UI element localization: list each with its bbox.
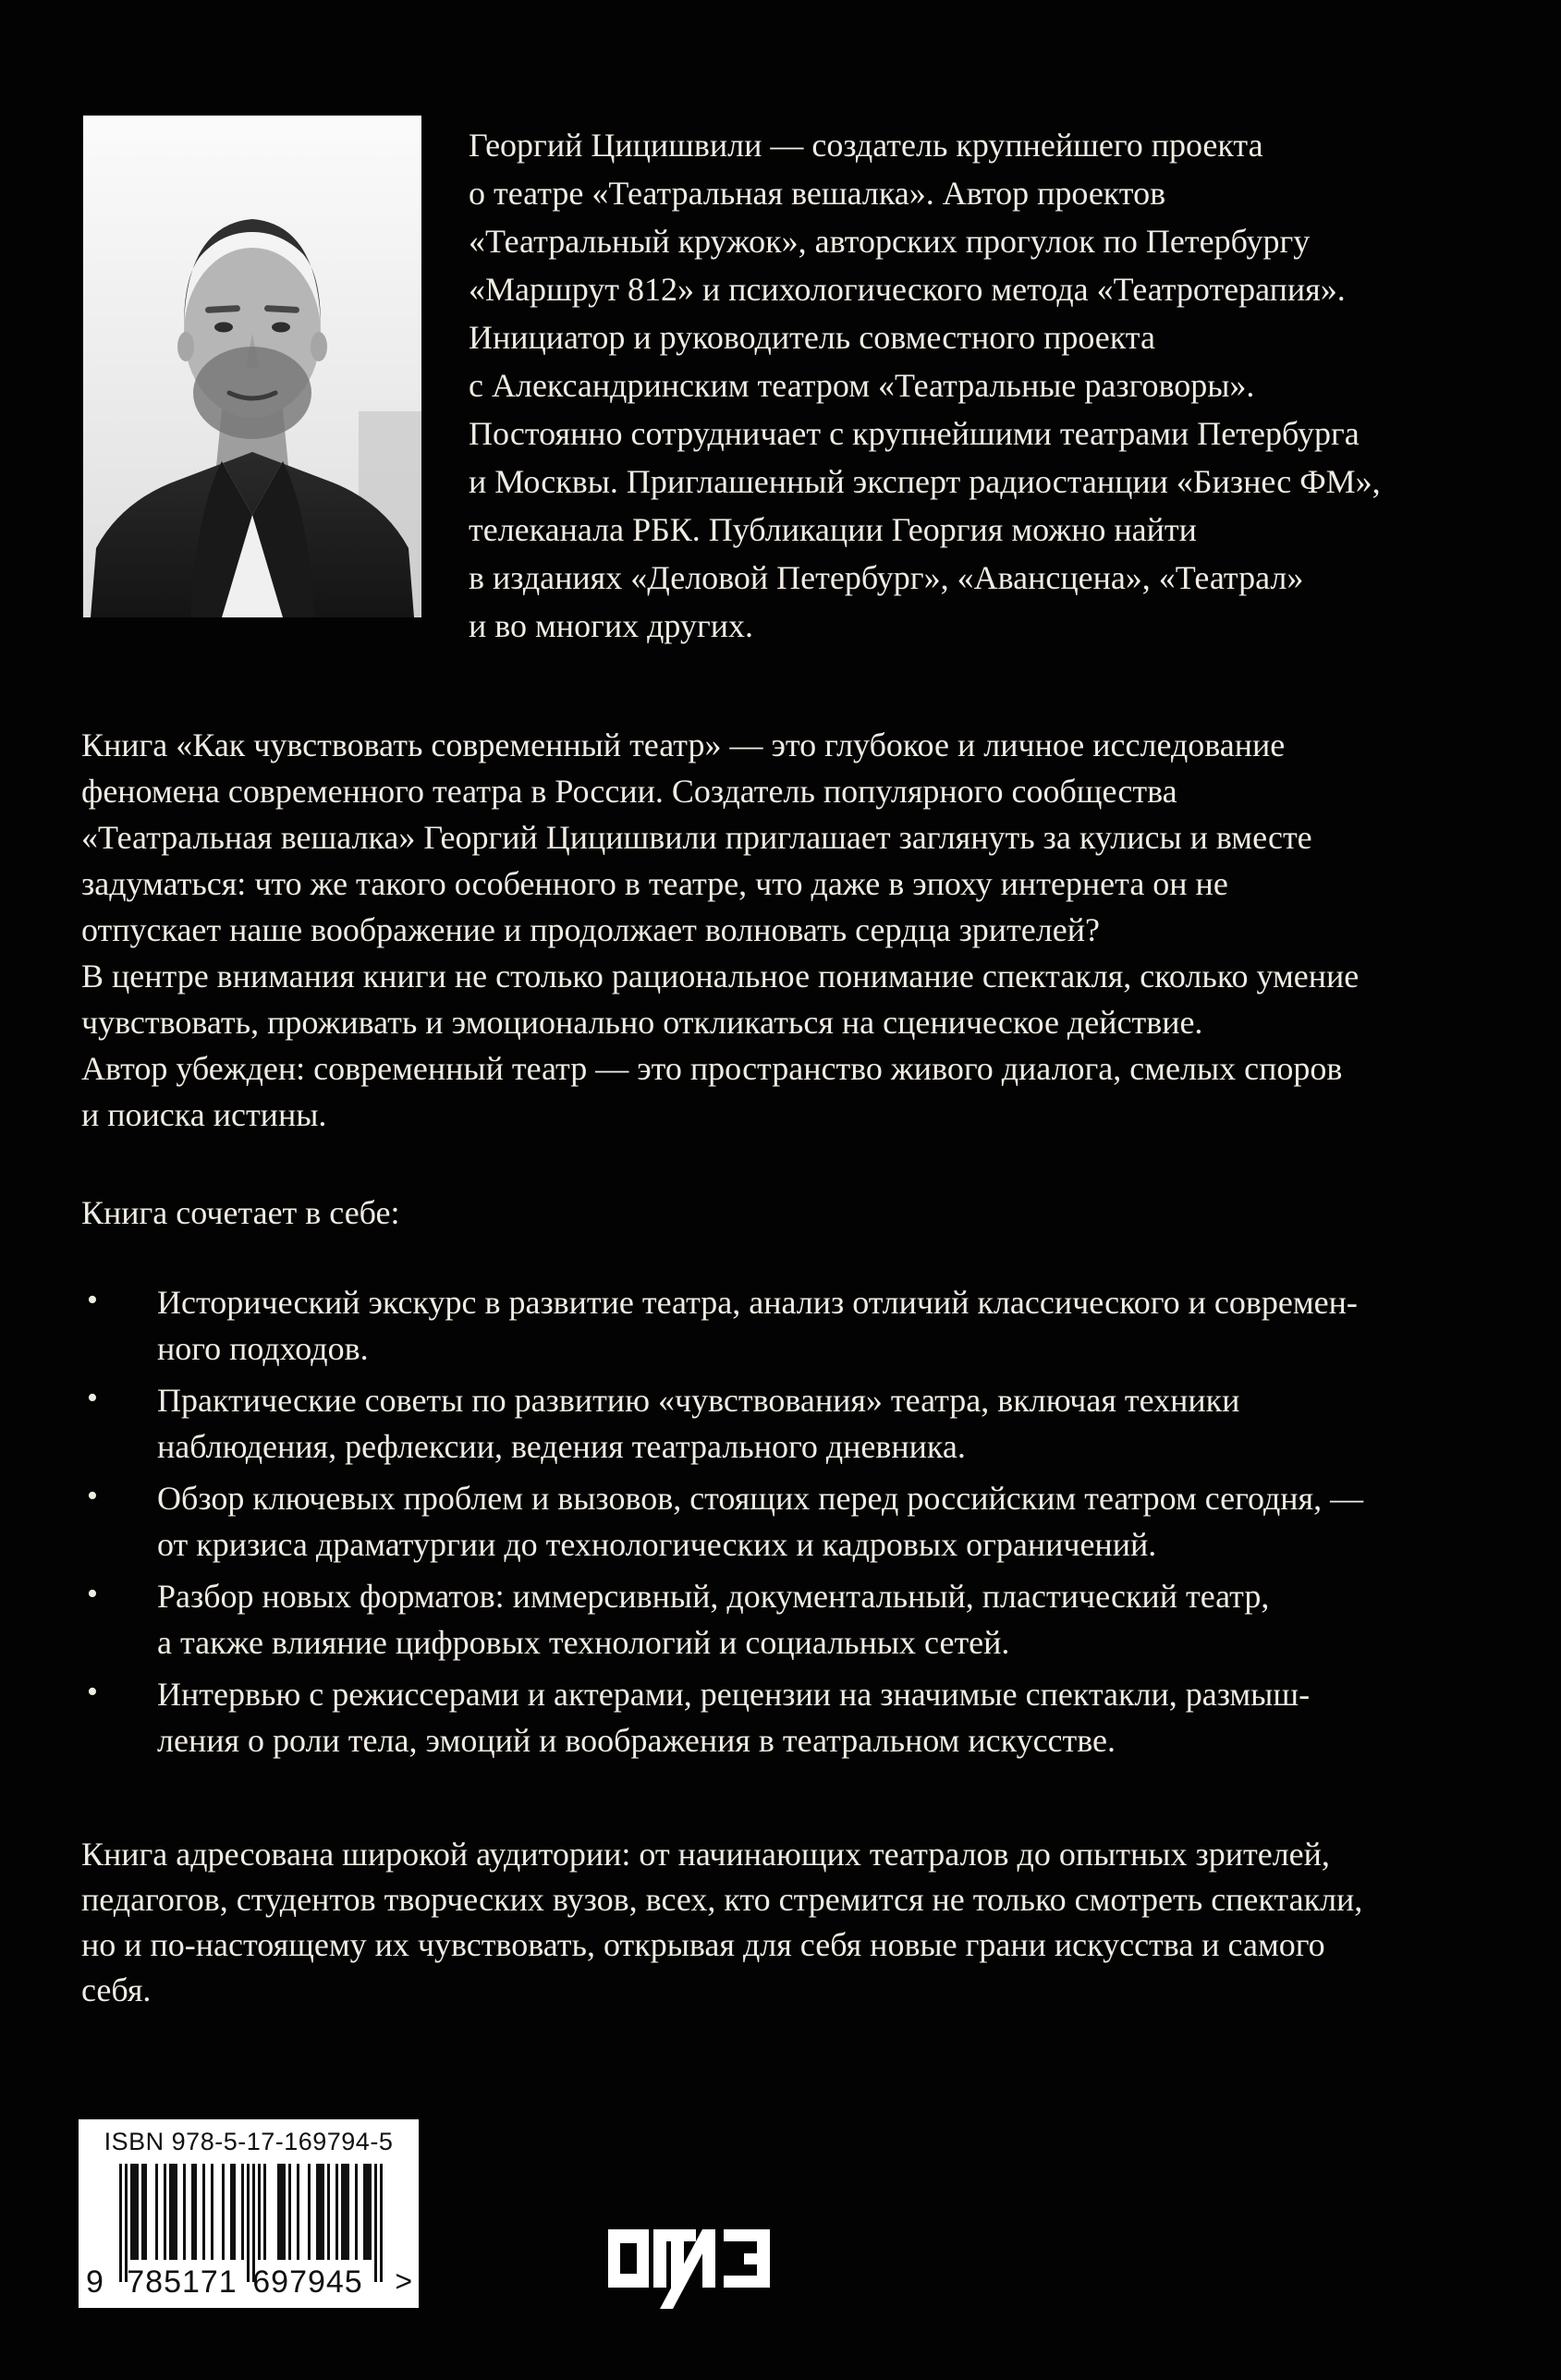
feature-line: Разбор новых форматов: иммерсивный, документальный, пластический театр, [157, 1578, 1270, 1615]
bio-line: в изданиях «Деловой Петербург», «Авансцена», «Театрал» [469, 559, 1304, 596]
ogiz-publisher-logo [608, 2229, 770, 2309]
bio-line: с Александринским театром «Театральные разговоры». [469, 367, 1255, 404]
barcode-digit-group: 785171 [127, 2264, 238, 2300]
author-photo-illustration [83, 116, 421, 617]
ogiz-logo-icon [608, 2229, 770, 2309]
barcode-tail-char: > [395, 2264, 413, 2298]
feature-line: ного подходов. [157, 1330, 369, 1367]
audience-line: педагогов, студентов творческих вузов, всех, кто стремится не только смотреть спектакли, [81, 1881, 1363, 1918]
bullet-marker: • [87, 1381, 98, 1415]
feature-item [81, 1475, 1363, 1568]
bullet-marker: • [87, 1577, 98, 1611]
audience-line: но и по-настоящему их чувствовать, открывая для себя новые грани искусства и самого [81, 1926, 1325, 1963]
feature-item [81, 1377, 1363, 1470]
bio-line: Инициатор и руководитель совместного проекта [469, 319, 1155, 356]
barcode-digit-group: 697945 [252, 2264, 363, 2300]
bullet-marker: • [87, 1283, 98, 1317]
features-heading: Книга сочетает в себе: [81, 1194, 400, 1231]
feature-line: ления о роли тела, эмоций и воображения в театральном искусстве. [157, 1722, 1116, 1759]
audience-paragraph [81, 1832, 1362, 2013]
audience-line: себя. [81, 1971, 152, 2008]
annotation-line: и поиска истины. [81, 1096, 327, 1133]
annotation-line: задуматься: что же такого особенного в театре, что даже в эпоху интернета он не [81, 865, 1228, 902]
author-bio [469, 121, 1381, 650]
annotation-line: «Театральная вешалка» Георгий Цицишвили приглашает заглянуть за кулисы и вместе [81, 819, 1312, 856]
bio-line: Постоянно сотрудничает с крупнейшими театрами Петербурга [469, 415, 1360, 452]
annotation-line: отпускает наше воображение и продолжает волновать сердца зрителей? [81, 911, 1100, 948]
feature-line: от кризиса драматургии до технологических и кадровых ограничений. [157, 1526, 1157, 1563]
bullet-marker: • [87, 1479, 98, 1513]
author-photo [83, 116, 421, 617]
feature-line: а также влияние цифровых технологий и социальных сетей. [157, 1624, 1010, 1661]
annotation-line: чувствовать, проживать и эмоционально откликаться на сценическое действие. [81, 1004, 1203, 1041]
annotation-line: Книга «Как чувствовать современный театр» — это глубокое и личное исследование [81, 726, 1286, 763]
feature-item [81, 1671, 1363, 1764]
feature-line: Интервью с режиссерами и актерами, рецензии на значимые спектакли, размыш- [157, 1676, 1311, 1713]
bio-line: «Театральный кружок», авторских прогулок по Петербургу [469, 223, 1311, 260]
barcode-digits [86, 2264, 413, 2301]
bullet-marker: • [87, 1675, 98, 1709]
barcode-digit-lead: 9 [86, 2264, 104, 2300]
annotation-line: В центре внимания книги не столько рациональное понимание спектакля, сколько умение [81, 958, 1360, 995]
annotation-line: феномена современного театра в России. Создатель популярного сообщества [81, 773, 1177, 810]
feature-line: Обзор ключевых проблем и вызовов, стоящих перед российским театром сегодня, — [157, 1480, 1364, 1517]
bio-line: о театре «Театральная вешалка». Автор проектов [469, 175, 1166, 212]
feature-item [81, 1279, 1363, 1372]
book-annotation [81, 722, 1359, 1138]
isbn-label: ISBN 978-5-17-169794-5 [104, 2128, 394, 2155]
bio-line: телеканала РБК. Публикации Георгия можно найти [469, 511, 1197, 548]
bio-line: Георгий Цицишвили — создатель крупнейшего проекта [469, 127, 1263, 164]
feature-item [81, 1573, 1363, 1666]
bio-line: и Москвы. Приглашенный эксперт радиостанции «Бизнес ФМ», [469, 463, 1381, 500]
audience-line: Книга адресована широкой аудитории: от начинающих театралов до опытных зрителей, [81, 1836, 1330, 1873]
features-list [81, 1279, 1363, 1769]
bio-line: «Маршрут 812» и психологического метода «Театротерапия». [469, 271, 1346, 308]
annotation-line: Автор убежден: современный театр — это пространство живого диалога, смелых споров [81, 1050, 1343, 1087]
feature-line: наблюдения, рефлексии, ведения театрального дневника. [157, 1428, 966, 1465]
bio-line: и во многих других. [469, 607, 753, 644]
feature-line: Практические советы по развитию «чувствования» театра, включая техники [157, 1382, 1240, 1419]
feature-line: Исторический экскурс в развитие театра, анализ отличий классического и современ- [157, 1284, 1358, 1321]
isbn-block [79, 2119, 419, 2308]
